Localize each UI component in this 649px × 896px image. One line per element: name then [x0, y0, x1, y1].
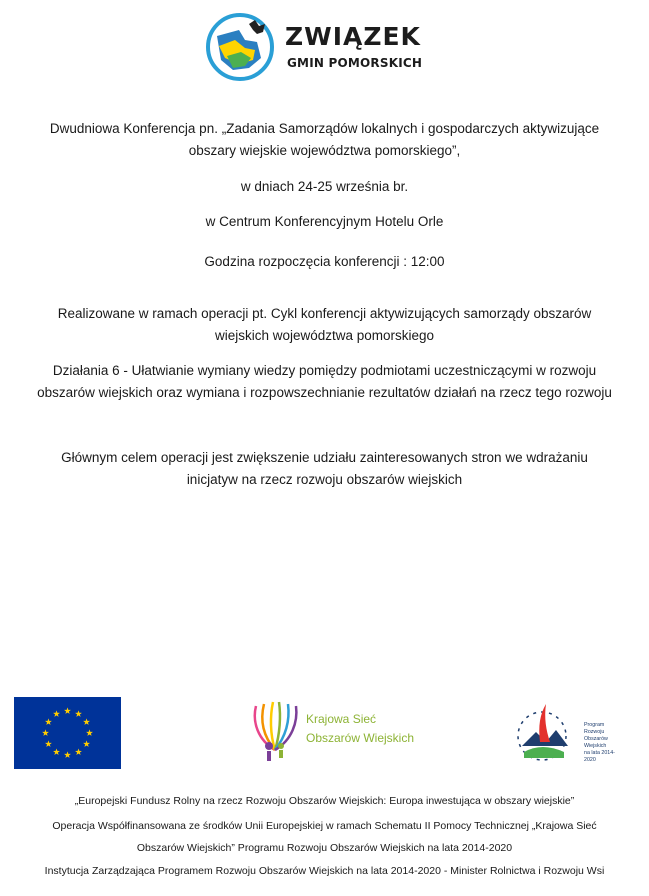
- prow-logo: [512, 702, 622, 764]
- prow-name: [584, 722, 622, 764]
- ksow-name-line-1: Krajowa Sieć: [306, 712, 377, 726]
- org-name: ZWIĄZEK: [285, 22, 421, 51]
- zgp-emblem-icon: [205, 12, 275, 82]
- conference-date: w dniach 24-25 września br.: [240, 179, 409, 194]
- conference-start-time: Godzina rozpoczęcia konferencji : 12:00: [204, 254, 445, 269]
- action-line-1: Działania 6 - Ułatwianie wymiany wiedzy pomiędzy podmiotami uczestniczącymi w rozwoju: [52, 363, 597, 378]
- action-info: [0, 360, 649, 404]
- operation-line-2: wiejskich województwa pomorskiego: [214, 328, 435, 343]
- goal-info: [0, 447, 649, 491]
- prow-line-5: na lata 2014-2020: [584, 750, 615, 763]
- prow-line-1: Program: [584, 722, 605, 728]
- goal-line-2: inicjatyw na rzecz rozwoju obszarów wiejskich: [186, 472, 463, 487]
- ksow-logo: [248, 700, 428, 762]
- prow-line-4: Wiejskich: [584, 743, 607, 749]
- conference-venue: w Centrum Konferencyjnym Hotelu Orle: [205, 214, 444, 229]
- goal-line-1: Głównym celem operacji jest zwiększenie udziału zainteresowanych stron we wdrażaniu: [61, 450, 588, 465]
- ksow-emblem-icon: [248, 700, 303, 762]
- action-line-2: obszarów wiejskich oraz wymiana i rozpowszechnianie rezultatów działań na rzecz tego rozwoju: [37, 385, 612, 400]
- prow-line-3: Obszarów: [584, 736, 608, 742]
- conference-title-line-1: Dwudniowa Konferencja pn. „Zadania Samorządów lokalnych i gospodarczych aktywizujące: [49, 121, 600, 136]
- conference-title: [0, 118, 649, 162]
- operation-info: [0, 303, 649, 347]
- operation-line-1: Realizowane w ramach operacji pt. Cykl konferencji aktywizujących samorządy obszarów: [57, 306, 592, 321]
- footer-line-3: Obszarów Wiejskich” Programu Rozwoju Obszarów Wiejskich na lata 2014-2020: [136, 842, 513, 854]
- footer-line-2: Operacja Współfinansowana ze środków Unii Europejskiej w ramach Schematu II Pomocy Technicznej „Krajowa Sieć: [52, 820, 597, 832]
- prow-line-2: Rozwoju: [584, 729, 605, 735]
- org-subtitle: GMIN POMORSKICH: [287, 56, 423, 70]
- ksow-name-line-2: Obszarów Wiejskich: [306, 731, 415, 745]
- footer-line-4: Instytucja Zarządzająca Programem Rozwoju Obszarów Wiejskich na lata 2014-2020 - Minister Rolnictwa i Rozwoju Wsi: [44, 865, 605, 877]
- zgp-logo: [205, 12, 425, 84]
- prow-emblem-icon: [512, 702, 582, 764]
- eu-flag-icon: [14, 697, 121, 769]
- conference-title-line-2: obszary wiejskie województwa pomorskiego”,: [188, 143, 461, 158]
- footer-line-1: „Europejski Fundusz Rolny na rzecz Rozwoju Obszarów Wiejskich: Europa inwestująca w obszary wiejskie”: [74, 795, 575, 807]
